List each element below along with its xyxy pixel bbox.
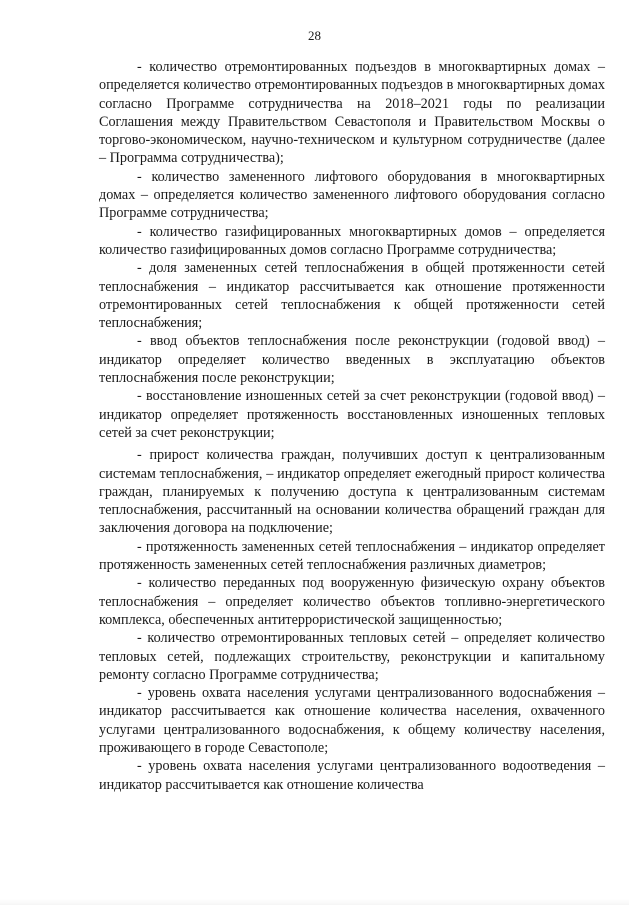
paragraph-elevator-equipment: - количество замененного лифтового оборудования в многоквартирных домах – определяется количество замененного лифтового оборудования согласно Программе сотрудничества; xyxy=(99,168,605,222)
paragraph-replaced-heat-networks-share: - доля замененных сетей теплоснабжения в общей протяженности сетей теплоснабжения – индикатор рассчитывается как отношение протяженности отремонтированных сетей теплоснабжения к общей протяженности сетей теплоснабжения; xyxy=(99,260,605,332)
paragraph-repaired-entrances: - количество отремонтированных подъездов в многоквартирных домах – определяется количество отремонтированных подъездов в многоквартирных домах согласно Программе сотрудничества на 2018–2021 годы по реализации Соглашения между Правительством Севастополя и Правительством Москвы о торгово-экономическом, научно-техническом и культурном сотрудничестве (далее – Программа сотрудничества); xyxy=(99,59,605,167)
page-number: 28 xyxy=(308,28,321,43)
paragraph-replaced-networks-length: - протяженность замененных сетей теплоснабжения – индикатор определяет протяженность замененных сетей теплоснабжения различных диаметров; xyxy=(99,538,605,574)
paragraph-water-supply-coverage: - уровень охвата населения услугами централизованного водоснабжения – индикатор рассчитывается как отношение количества населения, охваченного услугами централизованного водоснабжения, к общему количеству населения, проживающего в городе Севастополе; xyxy=(99,685,605,756)
document-body xyxy=(99,58,605,794)
paragraph-wastewater-coverage: - уровень охвата населения услугами централизованного водоотведения – индикатор рассчитывается как отношение количества xyxy=(99,758,605,793)
scan-edge-shadow xyxy=(0,899,629,905)
paragraph-guarded-objects: - количество переданных под вооруженную физическую охрану объектов теплоснабжения – определяет количество объектов топливно-энергетического комплекса, обеспеченных антитеррористической защищенностью; xyxy=(99,575,605,628)
paragraph-heat-objects-commissioning: - ввод объектов теплоснабжения после реконструкции (годовой ввод) – индикатор определяет количество введенных в эксплуатацию объектов теплоснабжения после реконструкции; xyxy=(99,333,605,387)
paragraph-repaired-heat-networks: - количество отремонтированных тепловых сетей – определяет количество тепловых сетей, подлежащих строительству, реконструкции и капитальному ремонту согласно Программе сотрудничества; xyxy=(99,630,605,683)
paragraph-gasified-houses: - количество газифицированных многоквартирных домов – определяется количество газифицированных домов согласно Программе сотрудничества; xyxy=(99,223,605,258)
paragraph-worn-networks-restoration: - восстановление изношенных сетей за счет реконструкции (годовой ввод) – индикатор определяет протяженность восстановленных изношенных тепловых сетей за счет реконструкции; xyxy=(99,388,605,441)
paragraph-citizens-access-growth: - прирост количества граждан, получивших доступ к централизованным системам теплоснабжения, – индикатор определяет ежегодный прирост количества граждан, планируемых к получению доступа к централизованным системам теплоснабжения, рассчитанный на основании количества обращений граждан для заключения договора на подключение; xyxy=(99,447,605,537)
